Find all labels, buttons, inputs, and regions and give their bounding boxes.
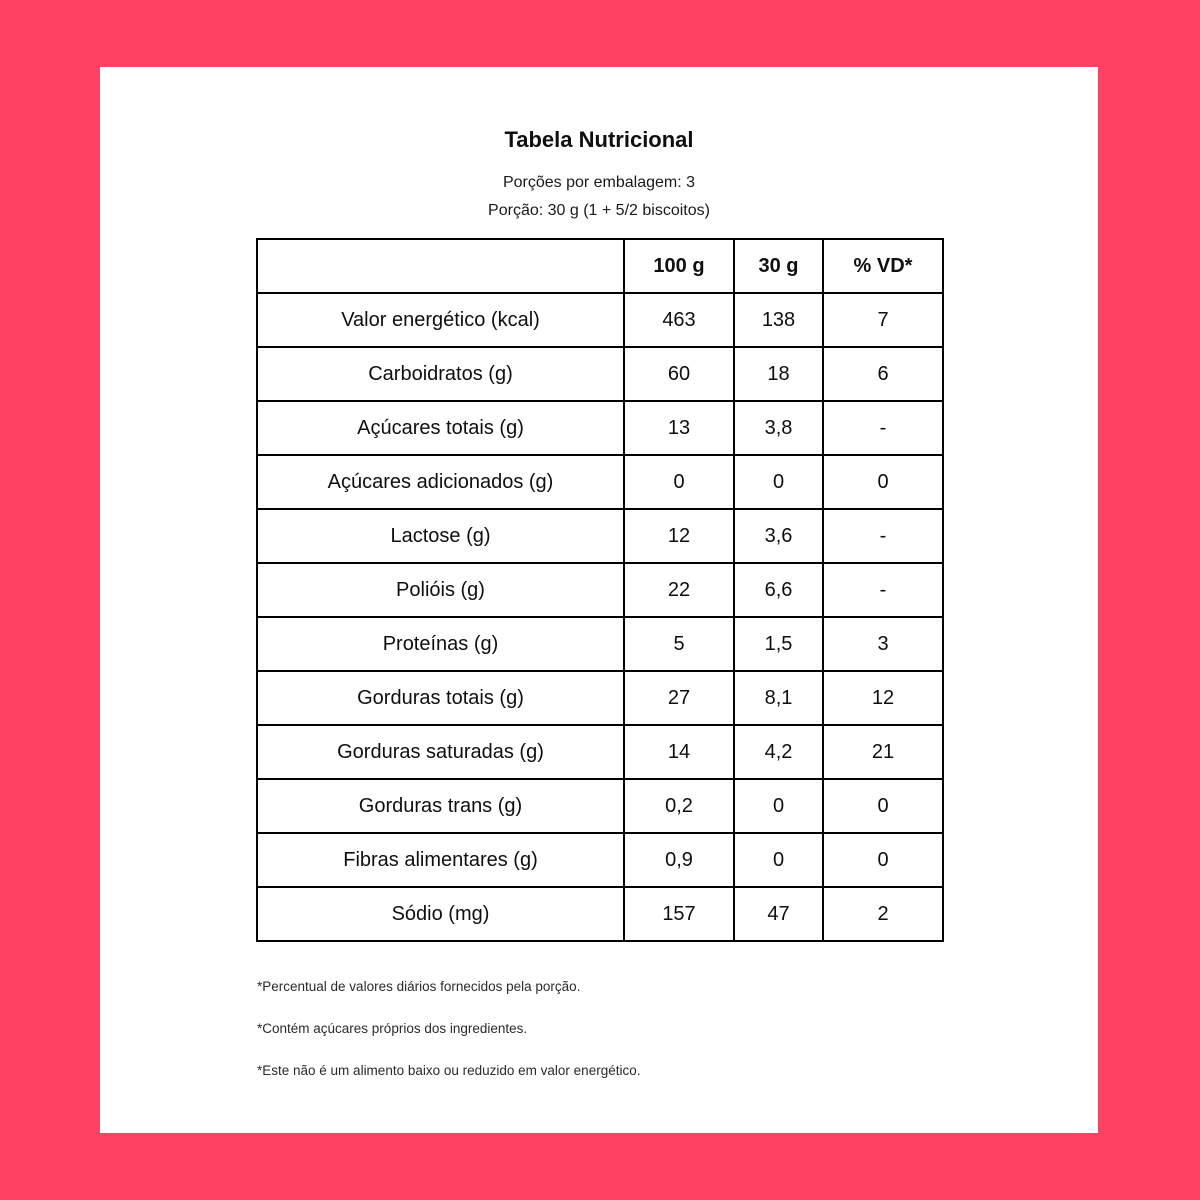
value-30g: 138 [734,293,823,347]
value-100g: 60 [624,347,734,401]
table-row [257,887,943,941]
servings-per-package-line: Porções por embalagem: 3 [502,174,696,191]
serving-size-line: Porção: 30 g (1 + 5/2 biscoitos) [488,202,710,219]
nutrient-label: Polióis (g) [257,563,624,617]
value-percent-vd: 2 [823,887,943,941]
value-percent-vd: 7 [823,293,943,347]
table-row [257,725,943,779]
value-30g: 1,5 [734,617,823,671]
table-row [257,617,943,671]
value-100g: 13 [624,401,734,455]
value-100g: 22 [624,563,734,617]
value-30g: 6,6 [734,563,823,617]
page-title: Tabela Nutricional [504,127,694,152]
nutrient-label: Valor energético (kcal) [257,293,624,347]
value-100g: 463 [624,293,734,347]
nutrition-table [256,238,944,942]
nutrient-label: Gorduras saturadas (g) [257,725,624,779]
footnote-energy: *Este não é um alimento baixo ou reduzido em valor energético. [257,1063,641,1078]
nutrient-label: Gorduras totais (g) [257,671,624,725]
value-100g: 27 [624,671,734,725]
value-100g: 0,2 [624,779,734,833]
table-row [257,563,943,617]
footnote-sugars: *Contém açúcares próprios dos ingredientes. [257,1021,528,1036]
nutrient-label: Gorduras trans (g) [257,779,624,833]
value-30g: 0 [734,779,823,833]
value-30g: 47 [734,887,823,941]
value-100g: 0 [624,455,734,509]
value-percent-vd: 0 [823,833,943,887]
value-percent-vd: - [823,509,943,563]
table-row [257,293,943,347]
nutrition-facts-card [100,67,1098,1133]
value-percent-vd: 3 [823,617,943,671]
nutrient-label: Açúcares totais (g) [257,401,624,455]
footnote-daily-values: *Percentual de valores diários fornecidos pela porção. [257,979,581,994]
value-percent-vd: 0 [823,455,943,509]
column-header-100g: 100 g [624,239,734,293]
value-100g: 5 [624,617,734,671]
table-row [257,833,943,887]
footnotes [257,979,1017,1105]
nutrient-label: Sódio (mg) [257,887,624,941]
value-percent-vd: 21 [823,725,943,779]
table-row [257,401,943,455]
value-30g: 3,8 [734,401,823,455]
value-100g: 12 [624,509,734,563]
value-30g: 8,1 [734,671,823,725]
nutrient-label: Proteínas (g) [257,617,624,671]
value-100g: 0,9 [624,833,734,887]
column-header-percent-vd: % VD* [823,239,943,293]
serving-info [100,169,1098,225]
table-row [257,671,943,725]
table-row [257,509,943,563]
value-percent-vd: - [823,563,943,617]
value-30g: 4,2 [734,725,823,779]
value-30g: 0 [734,833,823,887]
value-100g: 157 [624,887,734,941]
value-30g: 0 [734,455,823,509]
nutrient-label: Açúcares adicionados (g) [257,455,624,509]
column-header-nutrient [257,239,624,293]
table-row [257,455,943,509]
nutrient-label: Lactose (g) [257,509,624,563]
column-header-30g: 30 g [734,239,823,293]
value-percent-vd: - [823,401,943,455]
value-30g: 18 [734,347,823,401]
value-percent-vd: 6 [823,347,943,401]
table-header-row [257,239,943,293]
table-row [257,347,943,401]
value-30g: 3,6 [734,509,823,563]
value-100g: 14 [624,725,734,779]
value-percent-vd: 12 [823,671,943,725]
table-row [257,779,943,833]
nutrient-label: Carboidratos (g) [257,347,624,401]
nutrient-label: Fibras alimentares (g) [257,833,624,887]
value-percent-vd: 0 [823,779,943,833]
